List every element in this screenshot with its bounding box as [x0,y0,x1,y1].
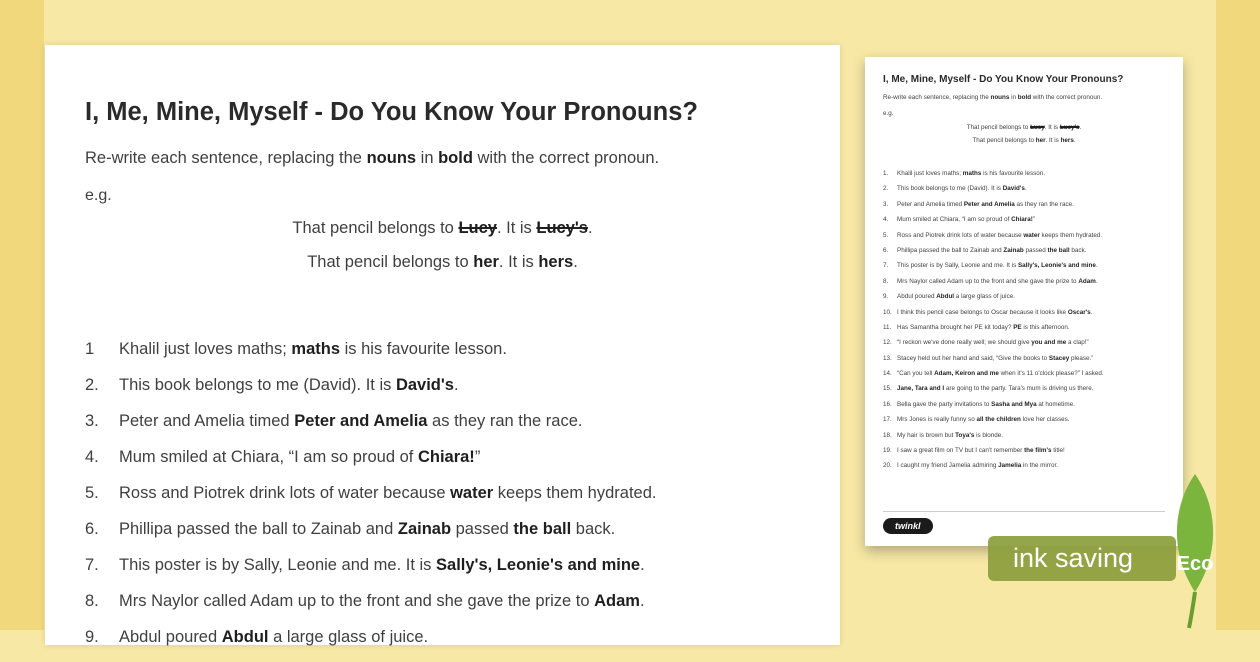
list-item [883,370,1165,378]
list-item [85,374,800,396]
item-number: 9. [85,628,99,646]
item-text: I think this pencil case belongs to Oscar because it looks like Oscar's. [897,308,1093,316]
item-number: 14. [883,370,892,378]
item-text: Has Samantha brought her PE kit today? PE is this afternoon. [897,323,1070,331]
background-band-left [0,0,44,630]
item-text: This poster is by Sally, Leonie and me. It is Sally's, Leonie's and mine. [119,556,645,574]
item-text: “Can you tell Adam, Keiron and me when it's 11 o'clock please?” I asked. [897,370,1104,378]
list-item [883,278,1165,286]
instruction-text: Re-write each sentence, replacing the nouns in bold with the correct pronoun. [85,149,660,167]
item-number: 6. [85,520,99,538]
list-item [85,626,800,648]
item-text: Khalil just loves maths; maths is his favourite lesson. [897,170,1046,177]
item-number: 8. [85,592,99,610]
list-item [85,338,800,360]
item-text: Mrs Naylor called Adam up to the front and she gave the prize to Adam. [897,277,1098,285]
item-text: This poster is by Sally, Leonie and me. It is Sally's, Leonie's and mine. [897,262,1098,270]
item-number: 3. [883,200,889,208]
item-number: 7. [883,262,889,270]
thumbnail-title: I, Me, Mine, Myself - Do You Know Your Pronouns? [883,74,1124,85]
list-item [883,462,1165,470]
item-number: 1 [85,340,95,358]
item-number: 10. [883,308,892,316]
item-number: 11. [883,323,892,331]
list-item [85,446,800,468]
list-item [883,355,1165,363]
list-item [85,410,800,432]
item-text: Khalil just loves maths; maths is his favourite lesson. [119,340,507,358]
list-item [883,401,1165,409]
item-text: Mrs Naylor called Adam up to the front and she gave the prize to Adam. [119,592,645,610]
item-number: 7. [85,556,99,574]
ink-saving-badge [988,536,1176,581]
item-text: Mrs Jones is really funny so all the children love her classes. [897,416,1070,424]
item-text: I caught my friend Jamelia admiring Jamelia in the mirror. [897,462,1059,470]
example-line-1: That pencil belongs to Lucy. It is Lucy's. [292,219,593,237]
item-number: 17. [883,416,892,424]
thumbnail-sentence-list [883,170,1165,470]
item-number: 1. [883,170,889,177]
item-number: 18. [883,431,892,439]
item-number: 4. [883,216,889,224]
list-item [883,216,1165,224]
eco-label: Eco [1176,553,1214,575]
list-item [883,262,1165,270]
item-text: Ross and Piotrek drink lots of water because water keeps them hydrated. [119,484,657,502]
list-item [883,339,1165,347]
thumbnail-example-line-2: That pencil belongs to her. It is hers. [972,137,1076,144]
item-number: 5. [85,484,99,502]
thumbnail-instruction-text: Re-write each sentence, replacing the nouns in bold with the correct pronoun. [883,94,1103,101]
list-item [85,518,800,540]
item-number: 19. [883,447,892,455]
list-item [883,293,1165,301]
ink-saving-label: ink saving [1012,543,1134,573]
worksheet-thumbnail [865,57,1183,546]
list-item [883,201,1165,209]
item-number: 6. [883,246,889,254]
list-item [883,385,1165,393]
item-text: Peter and Amelia timed Peter and Amelia as they ran the race. [897,200,1074,208]
list-item [883,185,1165,193]
item-number: 3. [85,412,99,430]
list-item [883,324,1165,332]
eco-leaf-icon [1158,470,1232,630]
item-text: Abdul poured Abdul a large glass of juice. [897,293,1015,301]
item-text: Phillipa passed the ball to Zainab and Zainab passed the ball back. [119,520,616,538]
item-number: 9. [883,293,889,301]
item-number: 20. [883,462,892,470]
item-text: Mum smiled at Chiara, “I am so proud of Chiara!” [119,448,481,466]
list-item [85,590,800,612]
item-number: 2. [883,185,889,193]
item-text: This book belongs to me (David). It is David's. [897,185,1027,193]
list-item [883,170,1165,178]
list-item [883,432,1165,440]
item-text: Peter and Amelia timed Peter and Amelia as they ran the race. [119,412,583,430]
item-number: 12. [883,339,892,347]
item-text: My hair is brown but Toya's is blonde. [897,431,1004,439]
item-number: 15. [883,385,892,393]
item-number: 2. [85,376,99,394]
example-line-2: That pencil belongs to her. It is hers. [307,253,578,271]
item-number: 16. [883,400,892,408]
item-number: 4. [85,448,99,466]
item-text: This book belongs to me (David). It is David's. [119,376,459,394]
thumbnail-eg-label: e.g. [883,110,894,117]
list-item [85,482,800,504]
list-item [883,416,1165,424]
item-text: Bella gave the party invitations to Sasha and Mya at hometime. [897,400,1075,408]
item-number: 13. [883,354,892,362]
worksheet-title: I, Me, Mine, Myself - Do You Know Your Pronouns? [85,98,698,126]
eg-label: e.g. [85,187,112,204]
item-text: Ross and Piotrek drink lots of water because water keeps them hydrated. [897,231,1103,239]
item-text: Abdul poured Abdul a large glass of juice. [119,628,429,646]
thumbnail-example-line-1: That pencil belongs to Lucy. It is Lucy's. [966,124,1082,131]
thumbnail-footer [883,511,1165,534]
twinkl-logo: twinkl [883,518,933,534]
item-text: Stacey held out her hand and said, “Give the books to Stacey please.” [897,354,1094,362]
list-item [883,247,1165,255]
sentence-list [85,338,800,662]
list-item [883,232,1165,240]
item-text: Jane, Tara and I are going to the party. Tara's mum is driving us there. [897,385,1094,393]
list-item [883,309,1165,317]
item-text: Mum smiled at Chiara, “I am so proud of Chiara!” [897,216,1035,224]
item-text: I saw a great film on TV but I can't remember the film's title! [897,447,1065,455]
item-text: “I reckon we've done really well; we should give you and me a clap!” [897,339,1089,347]
item-text: Phillipa passed the ball to Zainab and Zainab passed the ball back. [897,246,1087,254]
worksheet-page [45,45,840,645]
list-item [883,447,1165,455]
item-number: 5. [883,231,889,239]
list-item [85,554,800,576]
item-number: 8. [883,277,889,285]
